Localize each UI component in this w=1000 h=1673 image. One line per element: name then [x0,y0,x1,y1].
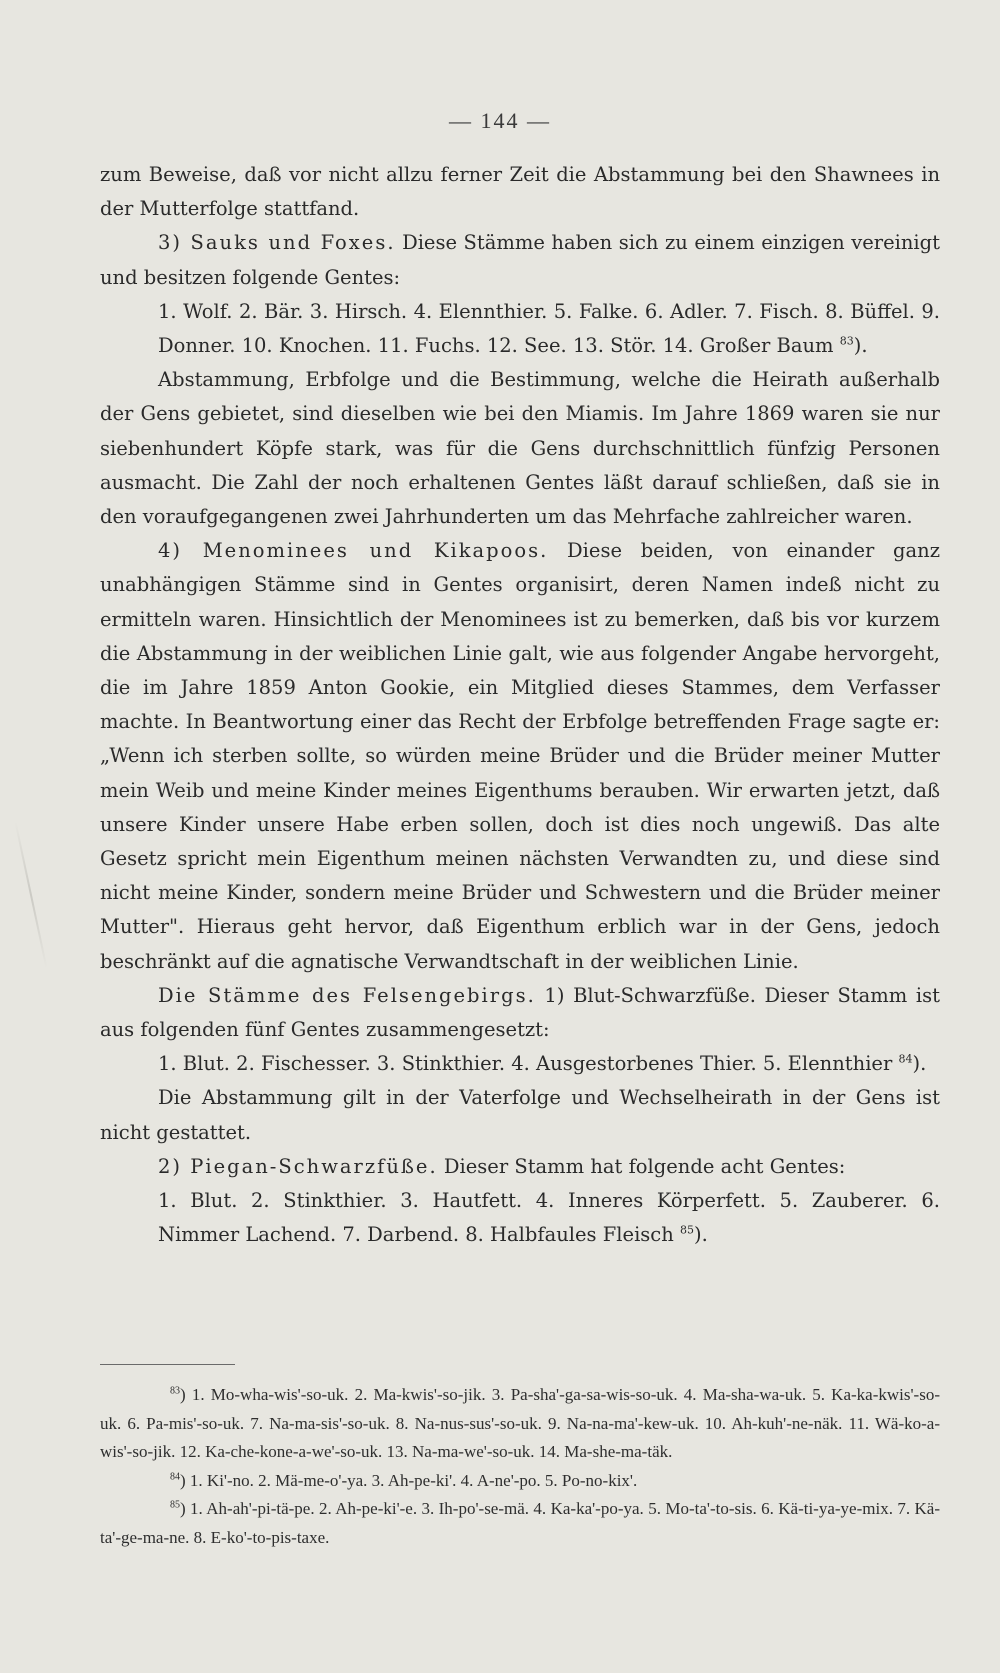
paragraph-text: Diese beiden, von einander ganz unabhängigen Stämme sind in Gentes organisirt, deren Namen indeß nicht zu ermitteln waren. Hinsichtlich der Menominees ist zu bemerken, daß bis vor kurzem die Abstammung in der weiblichen Linie galt, wie aus folgender Angabe hervorgeht, die im Jahre 1859 Anton Gookie, ein Mitglied dieses Stammes, dem Verfasser machte. In Beantwortung einer das Recht der Erbfolge betreffenden Frage sagte er: „Wenn ich sterben sollte, so würden meine Brüder und die Brüder meiner Mutter mein Weib und meine Kinder meines Eigenthums berauben. Wir erwarten jetzt, daß unsere Kinder unsere Habe erben sollen, doch ist dies noch ungewiß. Das alte Gesetz spricht mein Eigenthum meinen nächsten Verwandten zu, und diese sind nicht meine Kinder, sondern meine Brüder und Schwestern und die Brüder meiner Mutter". Hieraus geht hervor, daß Eigenthum erblich war in der Gens, jedoch beschränkt auf die agnatische Verwandtschaft in der weiblichen Linie. [100,539,940,973]
list-end: ). [912,1052,927,1076]
footnote-ref-85[interactable]: 85 [680,1223,694,1237]
footnote-83 [100,1381,940,1467]
list-text: 1. Blut. 2. Stinkthier. 3. Hautfett. 4. Inneres Körperfett. 5. Zauberer. 6. Nimmer Lachend. 7. Darbend. 8. Halbfaules Fleisch [158,1189,940,1247]
footnote-84 [100,1467,940,1496]
footnote-mark: 85 [170,1499,180,1511]
paragraph-piegan [100,1150,940,1184]
list-end: ). [853,334,868,358]
section-heading-piegan: 2) Piegan-Schwarzfüße. [158,1154,438,1178]
footnote-85 [100,1495,940,1552]
paragraph-rocky-mountains [100,979,940,1047]
paragraph-patrilineal: Die Abstammung gilt in der Vaterfolge und Wechselheirath in der Gens ist nicht gestattet. [100,1086,940,1144]
paragraph-text: 1) Blut-Schwarzfüße. Dieser Stamm ist aus folgenden fünf Gentes zusammengesetzt: [100,983,940,1042]
footnote-text: ) 1. Ki'-no. 2. Mä-me-o'-ya. 3. Ah-pe-ki'. 4. A-ne'-po. 5. Po-no-kix'. [180,1470,638,1490]
page-number: — 144 — [449,108,551,133]
gentes-list-piegan [100,1184,940,1252]
paragraph-1: zum Beweise, daß vor nicht allzu ferner Zeit die Abstammung bei den Shawnees in der Mutterfolge stattfand. [100,163,940,221]
paragraph-text: Diese Stämme haben sich zu einem einzigen vereinigt und besitzen folgende Gentes: [100,231,940,289]
gentes-list-blood-blackfeet [100,1047,940,1081]
footnote-mark: 84 [170,1471,180,1483]
list-end: ). [694,1223,708,1247]
section-heading-sauks-foxes: 3) Sauks und Foxes. [158,231,396,255]
paragraph-sauks-foxes [100,226,940,294]
footnote-text: ) 1. Ah-ah'-pi-tä-pe. 2. Ah-pe-ki'-e. 3. Ih-po'-se-mä. 4. Ka-ka'-po-ya. 5. Mo-ta'-to-sis. 6. Kä-ti-ya-ye-mix. 7. Kä-ta'-ge-ma-ne. 8. E-ko'-to-pis-taxe. [100,1499,940,1547]
footnotes [100,1381,940,1553]
footnote-ref-84[interactable]: 84 [898,1052,913,1066]
section-heading-rocky-mountains: Die Stämme des Felsengebirgs. [158,983,536,1007]
gentes-list-sauks [100,295,940,363]
paragraph-text: Dieser Stamm hat folgende acht Gentes: [437,1154,846,1178]
paragraph-descent: Abstammung, Erbfolge und die Bestimmung, welche die Heirath außerhalb der Gens gebietet, sind dieselben wie bei den Miamis. Im Jahre 1869 waren sie nur siebenhundert Köpfe stark, was für die Gens durchschnittlich fünfzig Personen ausmacht. Die Zahl der noch erhaltenen Gentes läßt darauf schließen, daß sie in den voraufgegangenen zwei Jahrhunderten um das Mehrfache zahlreicher waren. [100,368,940,529]
footnote-mark: 83 [170,1385,180,1397]
list-text: 1. Wolf. 2. Bär. 3. Hirsch. 4. Elennthier. 5. Falke. 6. Adler. 7. Fisch. 8. Büffel. 9. Donner. 10. Knochen. 11. Fuchs. 12. See. 13. Stör. 14. Großer Baum [158,299,940,358]
body-text [100,158,940,1253]
footnote-text: ) 1. Mo-wha-wis'-so-uk. 2. Ma-kwis'-so-jik. 3. Pa-sha'-ga-sa-wis-so-uk. 4. Ma-sha-wa-uk. 5. Ka-ka-kwis'-so-uk. 6. Pa-mis'-so-uk. 7. Na-ma-sis'-so-uk. 8. Na-nus-sus'-so-uk. 9. Na-na-ma'-kew-uk. 10. Ah-kuh'-ne-näk. 11. Wä-ko-a-wis'-so-jik. 12. Ka-che-kone-a-we'-so-uk. 13. Na-ma-we'-so-uk. 14. Ma-she-ma-täk. [100,1385,940,1462]
section-heading-menominees: 4) Menominees und Kikapoos. [158,539,549,563]
list-text: 1. Blut. 2. Fischesser. 3. Stinkthier. 4. Ausgestorbenes Thier. 5. Elennthier [158,1052,893,1076]
footnote-ref-83[interactable]: 83 [839,334,854,348]
paragraph-menominees [100,534,940,979]
page-stain [14,821,47,968]
footnote-divider [100,1364,235,1365]
